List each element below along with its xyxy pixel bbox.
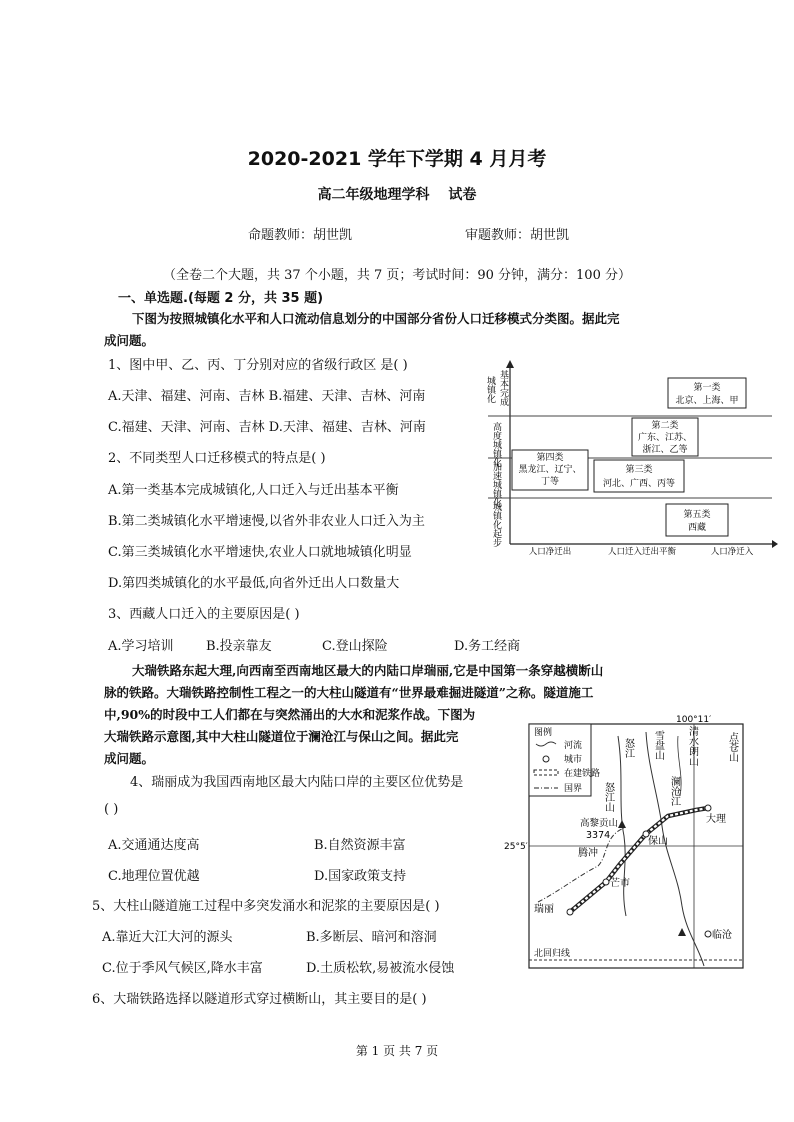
category-4-body2: 丁等: [540, 477, 560, 487]
q2-option-c: C.第三类城镇化水平增速快,农业人口就地城镇化明显: [108, 545, 412, 560]
question-1: 1、图中甲、乙、丙、丁分别对应的省级行政区 是( ): [108, 358, 408, 373]
intro2-line-b: 脉的铁路。大瑞铁路控制性工程之一的大柱山隧道有“世界最难掘进隧道”之称。隧道施工: [104, 685, 594, 700]
legend-title: 图例: [534, 728, 553, 738]
lincang-label: 临沧: [712, 930, 732, 941]
page-subtitle: 高二年级地理学科 试卷: [317, 187, 477, 203]
y-label-high: 高度城镇化: [491, 422, 501, 467]
question-6: 6、大瑞铁路选择以隧道形式穿过横断山，其主要目的是( ): [92, 992, 427, 1007]
intro1-line-b: 成问题。: [104, 333, 155, 348]
category-3-title: 第三类: [625, 465, 653, 475]
q4-option-d: D.国家政策支持: [314, 869, 407, 884]
intro2-line-d: 大瑞铁路示意图,其中大柱山隧道位于澜沧江与保山之间。据此完: [104, 729, 459, 744]
question-3: 3、西藏人口迁入的主要原因是( ): [108, 607, 300, 622]
category-2-body2: 浙江、乙等: [642, 445, 688, 455]
peak-name: 高黎贡山: [580, 818, 619, 829]
intro2-line-c: 中,90%的时段中工人们都在与突然涌出的大水和泥浆作战。下图为: [104, 707, 476, 722]
lancangjiang-label: 澜沧江: [668, 776, 680, 806]
diancang-label: 点苍山: [726, 732, 738, 762]
question-5: 5、大柱山隧道施工过程中多突发涌水和泥浆的主要原因是( ): [92, 899, 440, 914]
railway-map-svg: [504, 715, 758, 970]
x-axis-arrow: [772, 540, 778, 548]
longitude-label: 100°11′: [676, 715, 712, 725]
q3-option-d: D.务工经商: [454, 639, 521, 654]
category-1-body: 北京、上海、甲: [675, 396, 739, 406]
q2-option-d: D.第四类城镇化的水平最低,向省外迁出人口数量大: [108, 576, 400, 591]
y-label-line1: 城镇化: [485, 376, 495, 403]
dali-ruili-railway-map: [504, 715, 758, 970]
question-2: 2、不同类型人口迁移模式的特点是( ): [108, 451, 326, 466]
y-label-accel: 加速城镇化: [491, 462, 501, 507]
lincang-city-icon: [705, 931, 711, 937]
dali-city-icon: [705, 805, 711, 811]
q5-option-a: A.靠近大江大河的源头: [102, 930, 233, 945]
category-4-title: 第四类: [536, 453, 564, 463]
category-2-body1: 广东、江苏、: [637, 433, 693, 443]
legend-rail: 在建铁路: [564, 769, 601, 779]
y-axis-arrow: [506, 360, 514, 368]
q3-option-c: C.登山探险: [322, 639, 388, 654]
section-heading: 一、单选题.(每题 2 分，共 35 题): [118, 291, 324, 306]
mangshi-label: 芒市: [610, 878, 630, 889]
intro2-line-e: 成问题。: [104, 751, 155, 766]
q2-option-b: B.第二类城镇化水平增速慢,以省外非农业人口迁入为主: [108, 514, 425, 529]
category-2-title: 第二类: [651, 421, 679, 431]
latitude-label: 25°5′: [504, 842, 528, 852]
q3-option-b: B.投亲靠友: [206, 639, 272, 654]
legend-city: 城市: [564, 755, 583, 765]
dali-label: 大理: [706, 814, 726, 825]
q4-option-b: B.自然资源丰富: [314, 838, 406, 853]
q4-option-c: C.地理位置优越: [108, 869, 200, 884]
intro1-line-a: 下图为按照城镇化水平和人口流动信息划分的中国部分省份人口迁移模式分类图。据此完: [132, 311, 620, 326]
q5-option-b: B.多断层、暗河和溶洞: [306, 930, 437, 945]
q4-option-a: A.交通通达度高: [108, 838, 200, 853]
baoshan-label: 保山: [648, 836, 668, 847]
ruili-city-icon: [567, 909, 573, 915]
legend-river: 河流: [564, 741, 583, 751]
reviewer-teacher: 审题教师：胡世凯: [465, 228, 570, 243]
tengchong-label: 腾冲: [578, 848, 598, 859]
migration-figure-svg: [482, 360, 778, 556]
intro2-line-a: 大瑞铁路东起大理,向西南至西南地区最大的内陆口岸瑞丽,它是中国第一条穿越横断山: [132, 663, 604, 678]
migration-classification-figure: [482, 360, 778, 556]
q1-options-cd: C.福建、天津、河南、吉林 D.天津、福建、吉林、河南: [108, 420, 426, 435]
exam-note: （全卷二个大题，共 37 个小题，共 7 页；考试时间：90 分钟，满分：100 分）: [163, 268, 631, 283]
category-5-title: 第五类: [683, 510, 711, 520]
q4-paren: ( ): [104, 802, 119, 817]
xuepanshan-label: 雪盘山: [652, 730, 664, 760]
ruili-label: 瑞丽: [534, 904, 554, 915]
q5-option-d: D.土质松软,易被流水侵蚀: [306, 961, 455, 976]
y-label-start: 城镇化起步: [491, 502, 501, 547]
qingshui-label: 清水朗山: [686, 726, 698, 766]
x-label-outflow: 人口净迁出: [528, 547, 572, 557]
category-1-title: 第一类: [693, 383, 721, 393]
legend-rail-symbol: [534, 770, 558, 775]
legend-border: 国界: [564, 784, 583, 794]
q1-options-ab: A.天津、福建、河南、吉林 B.福建、天津、吉林、河南: [108, 389, 426, 404]
q2-option-a: A.第一类基本完成城镇化,人口迁入与迁出基本平衡: [108, 483, 399, 498]
x-label-inflow: 人口净迁入: [710, 547, 754, 557]
nujiang-label: 怒江: [622, 738, 634, 758]
nujiang-mountain-label: 怒江山: [602, 782, 614, 812]
category-5-body: 西藏: [687, 523, 707, 533]
mangshi-city-icon: [603, 879, 609, 885]
category-4-body1: 黑龙江、辽宁、: [518, 465, 582, 475]
q3-option-a: A.学习培训: [108, 639, 174, 654]
category-3-body: 河北、广西、丙等: [602, 479, 676, 489]
question-4: 4、瑞丽成为我国西南地区最大内陆口岸的主要区位优势是: [130, 775, 464, 790]
page-footer: 第 1 页 共 7 页: [355, 1044, 439, 1058]
tropic-label: 北回归线: [534, 949, 571, 959]
y-label-basic: 基本完成: [498, 370, 508, 406]
q5-option-c: C.位于季风气候区,降水丰富: [102, 961, 263, 976]
x-label-balance: 人口迁入迁出平衡: [607, 547, 677, 557]
page-title: 2020-2021 学年下学期 4 月月考: [247, 148, 547, 170]
setter-teacher: 命题教师：胡世凯: [248, 228, 353, 243]
peak-height: 3374: [586, 830, 611, 841]
